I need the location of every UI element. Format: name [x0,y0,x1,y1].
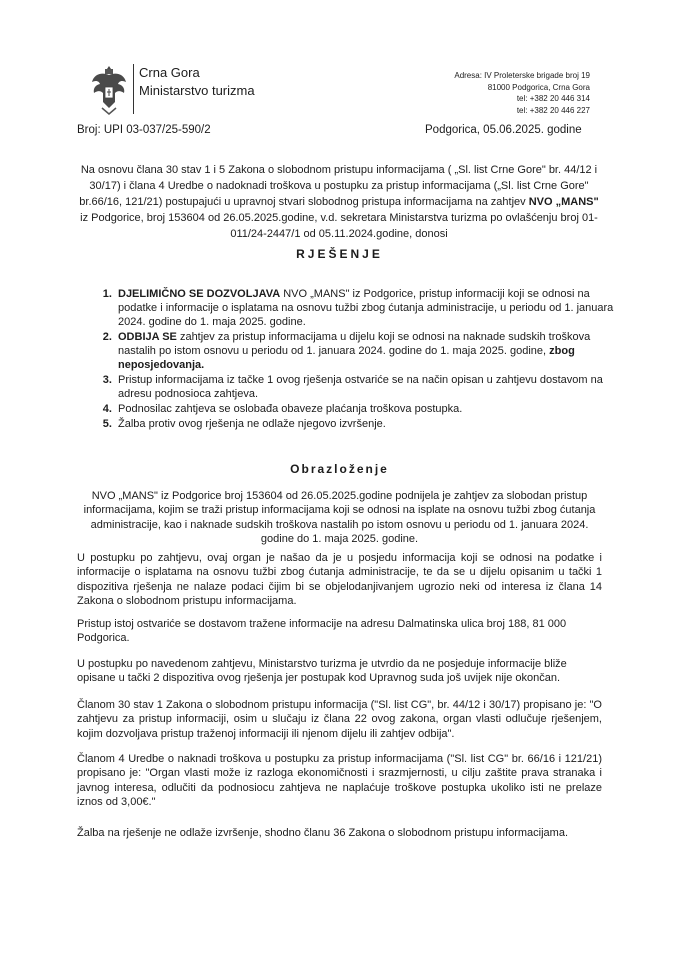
reasoning-title: Obrazloženje [290,462,389,476]
disposition-item: 4. Podnosilac zahtjeva se oslobađa obaveze plaćanja troškova postupka. [115,402,620,416]
reference-number: Broj: UPI 03-037/25-590/2 [77,124,211,136]
address-line: Adresa: IV Proleterske brigade broj 19 [454,71,590,80]
intro-text: Na osnovu člana 30 stav 1 i 5 Zakona o slobodnom pristupu informacijama ( „Sl. list Crne Gore" br. 44/12 i 30/17) i člana 4 Uredbe o nadoknadi troškova u postupku za pristup informacijama („Sl. list Crne Gore" br.66/16, 121/21) postupajući u upravnoj stvari slobodnog pristupa informacijama na zahtjev [79,164,598,208]
org-country: Crna Gora [139,65,200,80]
header-divider [133,64,134,114]
intro-applicant: NVO „MANS" [528,196,599,208]
disposition-item: 2. ODBIJA SE zahtjev za pristup informacijama u dijelu koji se odnosi na naknade sudskih troškova nastalih po istom osnovu u periodu od 1. januara 2024. godine do 1. maja 2025. godine, zbog neposjedovanja. [115,330,620,372]
reasoning-paragraph: Pristup istoj ostvariće se dostavom tražene informacije na adresu Dalmatinska ulica broj 188, 81 000 Podgorica. [77,618,567,645]
reasoning-paragraph: Članom 30 stav 1 Zakona o slobodnom pristupu informacija ("Sl. list CG", br. 44/12 i 30/17) propisano je: "O zahtjevu za pristup informaciji, osim u slučaju iz člana 22 ovog zakona, organ vlasti odlučuje rješenjem, kojim dozvoljava pristup traženoj informaciji ili njenom dijelu ili zahtjev odbija". [77,699,602,740]
reasoning-paragraph: U postupku po navedenom zahtjevu, Ministarstvo turizma je utvrdio da ne posjeduje informacije bliže opisane u tački 2 dispozitiva ovog rješenja jer postupak kod Upravnog suda još uvijek nije okončan. [77,658,567,685]
address-line: tel: +382 20 446 314 [516,94,590,104]
reasoning-paragraph: Žalba na rješenje ne odlaže izvršenje, shodno članu 36 Zakona o slobodnom pristupu informacijama. [77,827,569,839]
org-ministry: Ministarstvo turizma [139,83,255,98]
reasoning-paragraph: U postupku po zahtjevu, ovaj organ je našao da je u posjedu informacija koji se odnosi na podatke i informacije o isplatama na osnovu tužbi zbog ćutanja administracije, te da se u dijelu opisanim u tački 1 dispozitiva rješenja ne nalaze podaci čijim bi se objelodanjivanjem ugrozio neki od interesa iz člana 14 Zakona o slobodnom pristupu informacijama. [77,552,602,608]
reasoning-paragraph: Članom 4 Uredbe o naknadi troškova u postupku za pristup informacijama ("Sl. list CG" br. 66/16 i 121/21) propisano je: "Organ vlasti može iz razloga ekonomičnosti i srazmjernosti, u cilju zaštite prava stranaka i javnog interesa, odlučiti da podnosiocu zahtjeva ne naplaćuje troškove postupka ukoliko isti ne prelaze iznos od 3,00€." [77,753,602,809]
reasoning-paragraph: NVO „MANS" iz Podgorice broj 153604 od 26.05.2025.godine podnijela je zahtjev za slobodan pristup informacijama, kojim se traži pristup informacijama koji se odnosi na isplate na osnovu tužbi zbog ćutanja administracije, kao i naknade sudskih troškova nastalih po istom osnovu u periodu od 1. januara 2024. godine do 1. maja 2025. godine. [83,490,596,546]
intro-text: iz Podgorice, broj 153604 od 26.05.2025.godine, v.d. sekretara Ministarstva turizma po ovlašćenju broj 01-011/24-2447/1 od 05.11.2024.godine, donosi [80,212,598,240]
disposition-list [98,287,620,432]
decision-title: RJEŠENJE [296,247,383,261]
organization-name [139,64,255,100]
coat-of-arms-icon [90,62,128,116]
place-date: Podgorica, 05.06.2025. godine [425,124,582,136]
disposition-item: 3. Pristup informacijama iz tačke 1 ovog rješenja ostvariće se na način opisan u zahtjevu dostavom na adresu podnosioca zahtjeva. [115,373,620,401]
intro-paragraph [78,162,600,242]
disposition-item: 1. DJELIMIČNO SE DOZVOLJAVA NVO „MANS" iz Podgorice, pristup informaciji koji se odnosi na podatke i informacije o isplatama na osnovu tužbi zbog ćutanja administracije, u periodu od 1. januara 2024. godine do 1. maja 2025. godine. [115,287,620,329]
address-block [400,70,590,116]
address-line: 81000 Podgorica, Crna Gora [487,82,590,92]
address-line: tel: +382 20 446 227 [516,105,590,115]
disposition-item: 5. Žalba protiv ovog rješenja ne odlaže njegovo izvršenje. [115,417,620,431]
